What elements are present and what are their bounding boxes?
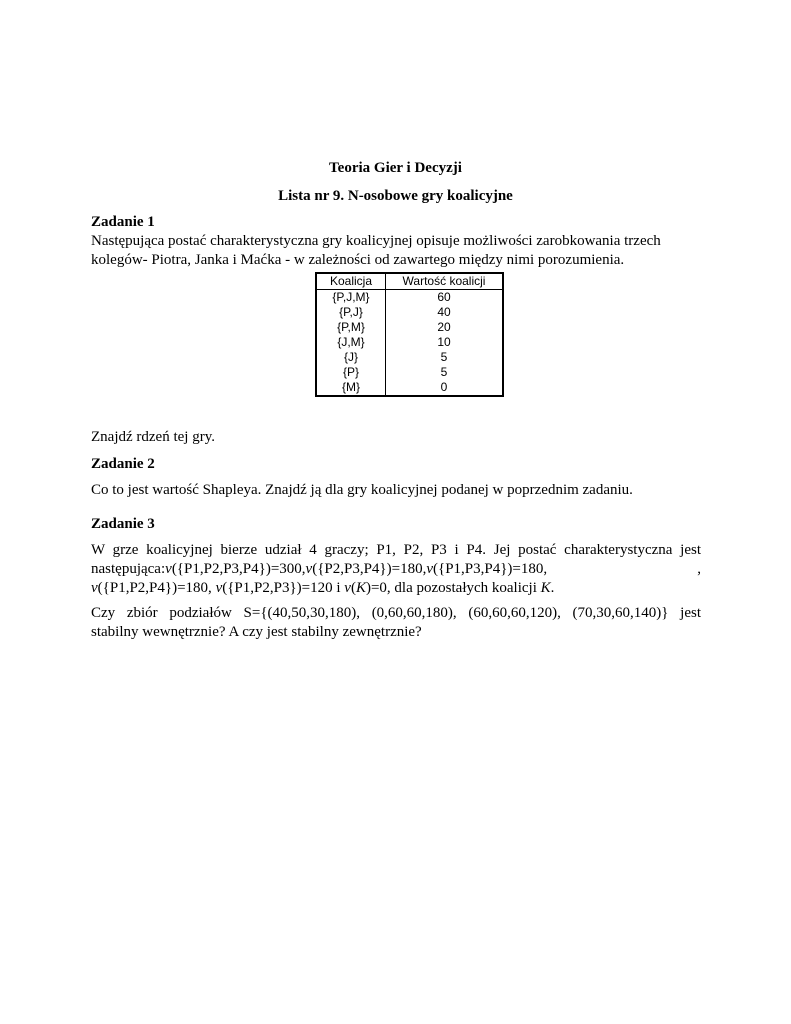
task3-line3 [91,579,701,598]
function-v: v [344,580,351,596]
coalition-cell: {P} [316,365,386,380]
formula-part: ({P1,P2,P4})=180, [97,580,216,596]
table-row [316,335,503,350]
table-row [316,365,503,380]
coalition-table [315,272,504,397]
task3-line2-prefix: następująca: [91,561,166,577]
function-v: v [91,580,98,596]
value-cell: 0 [440,380,448,394]
coalition-cell: {J,M} [316,335,386,350]
task1-heading: Zadanie 1 [91,214,155,230]
function-v: v [426,561,434,577]
trailing-comma: , [697,561,701,577]
task2-text: Co to jest wartość Shapleya. Znajdź ją dla gry koalicyjnej podanej w poprzednim zadaniu. [91,482,633,498]
formula-part: . [550,580,555,596]
task1-line2: kolegów- Piotra, Janka i Maćka - w zależności od zawartego między nimi porozumienia. [91,252,625,268]
formula-part: ({P1,P2,P3,P4})=300, [171,561,306,577]
table-row [316,290,503,306]
coalition-cell: {M} [316,380,386,396]
table-row [316,380,503,396]
formula-part: ( [350,580,356,596]
variable-k: K [355,580,366,596]
column-header-coalition: Koalicja [316,273,386,290]
task3-question-line1: Czy zbiór podziałów S={(40,50,30,180), (0,60,60,180), (60,60,60,120), (70,30,60,140)} jest [91,605,701,621]
function-v: v [215,580,223,596]
formula-part: ({P2,P3,P4})=180, [312,561,427,577]
task3-heading: Zadanie 3 [91,516,155,532]
coalition-cell: {P,J} [316,305,386,320]
task1-line1: Następująca postać charakterystyczna gry koalicyjnej opisuje możliwości zarobkowania trzech [91,233,661,249]
task3-question [91,604,701,642]
value-cell: 10 [437,335,451,349]
task3-line2 [91,560,701,579]
task1-text [91,232,701,270]
task1-question: Znajdź rdzeń tej gry. [91,429,215,445]
table-row [316,305,503,320]
formula-part: ({P1,P3,P4})=180, [433,561,548,577]
value-cell: 40 [437,305,451,319]
coalition-cell: {P,M} [316,320,386,335]
coalition-cell: {P,J,M} [316,290,386,306]
table-row [316,320,503,335]
task3-line1: W grze koalicyjnej bierze udział 4 graczy; P1, P2, P3 i P4. Jej postać charakterystyczna jest [91,542,701,558]
variable-k: K [540,580,551,596]
formula-part: )=0, dla pozostałych koalicji [365,580,541,596]
table-row [316,350,503,365]
table-header-row [316,273,503,290]
function-v: v [305,561,313,577]
task3-text [91,541,701,598]
formula-part: ({P1,P2,P3})=120 i [222,580,345,596]
value-cell: 5 [440,350,448,364]
task2-heading: Zadanie 2 [91,456,155,472]
value-cell: 5 [440,365,448,379]
value-cell: 20 [437,320,451,334]
column-header-value: Wartość koalicji [386,273,504,290]
coalition-cell: {J} [316,350,386,365]
function-v: v [165,561,172,577]
value-cell: 60 [437,290,451,304]
document-title: Teoria Gier i Decyzji [329,160,462,176]
task3-question-line2: stabilny wewnętrznie? A czy jest stabilny zewnętrznie? [91,624,422,640]
document-subtitle: Lista nr 9. N-osobowe gry koalicyjne [278,188,513,204]
